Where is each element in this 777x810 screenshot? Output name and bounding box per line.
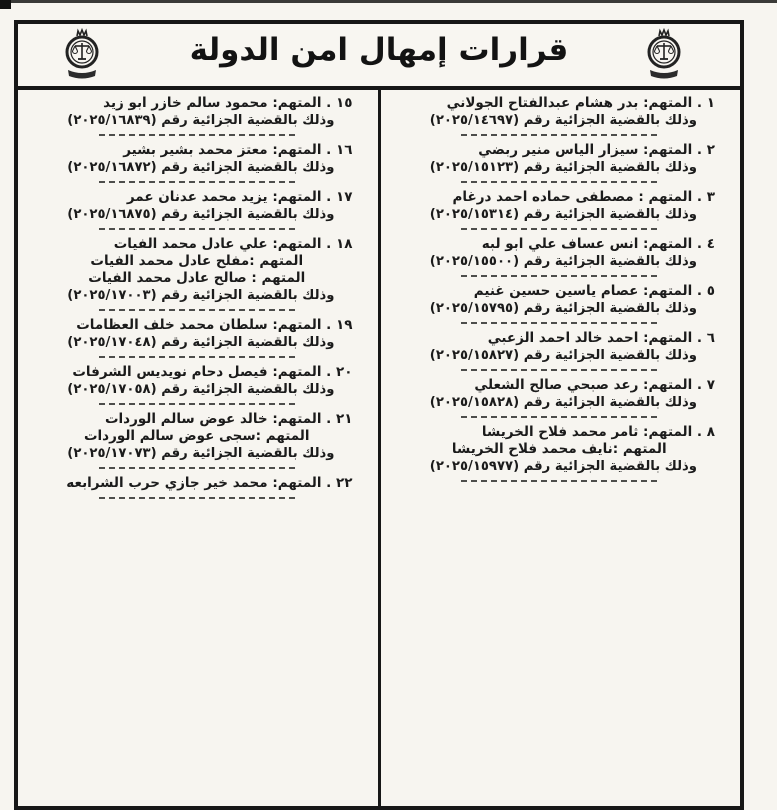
case-number-line: وذلك بالقضية الجزائية رقم (٢٠٢٥/١٧٠٠٣): [67, 288, 335, 303]
case-number-line: وذلك بالقضية الجزائية رقم (٢٠٢٥/١٧٠٤٨): [67, 335, 335, 350]
case-number-line: وذلك بالقضية الجزائية رقم (٢٠٢٥/١٧٠٥٨): [67, 382, 335, 397]
item-separator: [99, 356, 295, 358]
item-separator: [99, 309, 295, 311]
defendant-name-line: ٢ . المتهم: سيزار الياس منير ربضي: [478, 142, 715, 158]
co-defendants: [25, 253, 369, 287]
item-separator: [99, 467, 295, 469]
case-entry: [388, 236, 732, 277]
item-separator: [461, 416, 657, 418]
defendant-name-line: ١٥ . المتهم: محمود سالم خازر ابو زيد: [103, 95, 353, 111]
defendant-name-line: ٢٠ . المتهم: فيصل دحام نويديس الشرفات: [72, 364, 353, 380]
page-frame: [14, 20, 744, 810]
case-entry: [25, 189, 369, 230]
defendant-name-line: ٥ . المتهم: عصام ياسين حسين غنيم: [473, 283, 715, 299]
defendant-name-line: ١٨ . المتهم: علي عادل محمد الفيات: [113, 236, 353, 252]
case-entry: [25, 364, 369, 405]
case-entry: [25, 475, 369, 499]
item-separator: [461, 480, 657, 482]
defendant-name-line: ٢٢ . المتهم: محمد خير جازي حرب الشرابعه: [66, 475, 353, 491]
seal-ribbon: [68, 70, 96, 79]
scan-top-edge-line: [0, 0, 777, 3]
co-defendant-name-line: المتهم : صالح عادل محمد الفيات: [88, 270, 306, 286]
case-number-line: وذلك بالقضية الجزائية رقم (٢٠٢٥/١٥١٢٣): [429, 160, 697, 175]
defendant-name-line: ٣ . المتهم : مصطفى حماده احمد درغام: [452, 189, 715, 205]
item-separator: [461, 134, 657, 136]
defendant-name-line: ١ . المتهم: بدر هشام عبدالفتاح الجولاني: [446, 95, 715, 111]
item-separator: [461, 228, 657, 230]
case-entry: [25, 142, 369, 183]
item-separator: [461, 369, 657, 371]
case-entry: [388, 424, 732, 482]
column-left-cases-15-22: [18, 90, 378, 806]
defendant-name-line: ١٦ . المتهم: معتز محمد بشير بشير: [123, 142, 353, 158]
item-separator: [99, 403, 295, 405]
item-separator: [99, 181, 295, 183]
case-entry: [388, 142, 732, 183]
column-right-cases-1-8: [381, 90, 741, 806]
case-number-line: وذلك بالقضية الجزائية رقم (٢٠٢٥/١٥٨٢٨): [429, 395, 697, 410]
case-entry: [25, 317, 369, 358]
defendant-name-line: ١٩ . المتهم: سلطان محمد خلف العظامات: [76, 317, 353, 333]
case-entry: [25, 236, 369, 311]
case-number-line: وذلك بالقضية الجزائية رقم (٢٠٢٥/١٧٠٧٣): [67, 446, 335, 461]
case-entry: [388, 377, 732, 418]
case-number-line: وذلك بالقضية الجزائية رقم (٢٠٢٥/١٤٦٩٧): [429, 113, 697, 128]
seal-ribbon: [650, 70, 678, 79]
item-separator: [461, 322, 657, 324]
defendant-name-line: ٤ . المتهم: انس عساف علي ابو لبه: [481, 236, 715, 252]
co-defendants: [25, 428, 369, 445]
item-separator: [99, 134, 295, 136]
co-defendant-name-line: المتهم :سجى عوض سالم الوردات: [83, 428, 310, 444]
defendant-name-line: ١٧ . المتهم: يزيد محمد عدنان عمر: [126, 189, 353, 205]
co-defendant-name-line: المتهم :نايف محمد فلاح الخريشا: [451, 441, 667, 457]
defendant-name-line: ٨ . المتهم: ثامر محمد فلاح الخريشا: [481, 424, 715, 440]
page-title: قرارات إمهال امن الدولة: [189, 32, 569, 68]
scan-corner-artifact: [0, 0, 11, 9]
co-defendant-name-line: المتهم :مفلح عادل محمد الفيات: [90, 253, 304, 269]
column-divider-rule: [378, 90, 381, 806]
header-band: [18, 24, 740, 90]
item-separator: [461, 275, 657, 277]
columns-container: [18, 90, 740, 806]
case-number-line: وذلك بالقضية الجزائية رقم (٢٠٢٥/١٦٨٣٩): [67, 113, 335, 128]
co-defendants: [388, 441, 732, 458]
case-entry: [388, 330, 732, 371]
case-entry: [388, 189, 732, 230]
case-entry: [388, 283, 732, 324]
case-entry: [388, 95, 732, 136]
item-separator: [99, 228, 295, 230]
item-separator: [461, 181, 657, 183]
case-number-line: وذلك بالقضية الجزائية رقم (٢٠٢٥/١٦٨٧٥): [67, 207, 335, 222]
item-separator: [99, 497, 295, 499]
case-number-line: وذلك بالقضية الجزائية رقم (٢٠٢٥/١٥٨٢٧): [429, 348, 697, 363]
case-number-line: وذلك بالقضية الجزائية رقم (٢٠٢٥/١٥٧٩٥): [429, 301, 697, 316]
case-number-line: وذلك بالقضية الجزائية رقم (٢٠٢٥/١٦٨٧٢): [67, 160, 335, 175]
defendant-name-line: ٦ . المتهم: احمد خالد احمد الزعبي: [487, 330, 715, 346]
case-entry: [25, 95, 369, 136]
defendant-name-line: ٢١ . المتهم: خالد عوض سالم الوردات: [104, 411, 353, 427]
case-number-line: وذلك بالقضية الجزائية رقم (٢٠٢٥/١٥٩٧٧): [429, 459, 697, 474]
case-number-line: وذلك بالقضية الجزائية رقم (٢٠٢٥/١٥٣١٤): [429, 207, 697, 222]
case-entry: [25, 411, 369, 469]
case-number-line: وذلك بالقضية الجزائية رقم (٢٠٢٥/١٥٥٠٠): [429, 254, 697, 269]
defendant-name-line: ٧ . المتهم: رعد صبحي صالح الشعلي: [474, 377, 715, 393]
